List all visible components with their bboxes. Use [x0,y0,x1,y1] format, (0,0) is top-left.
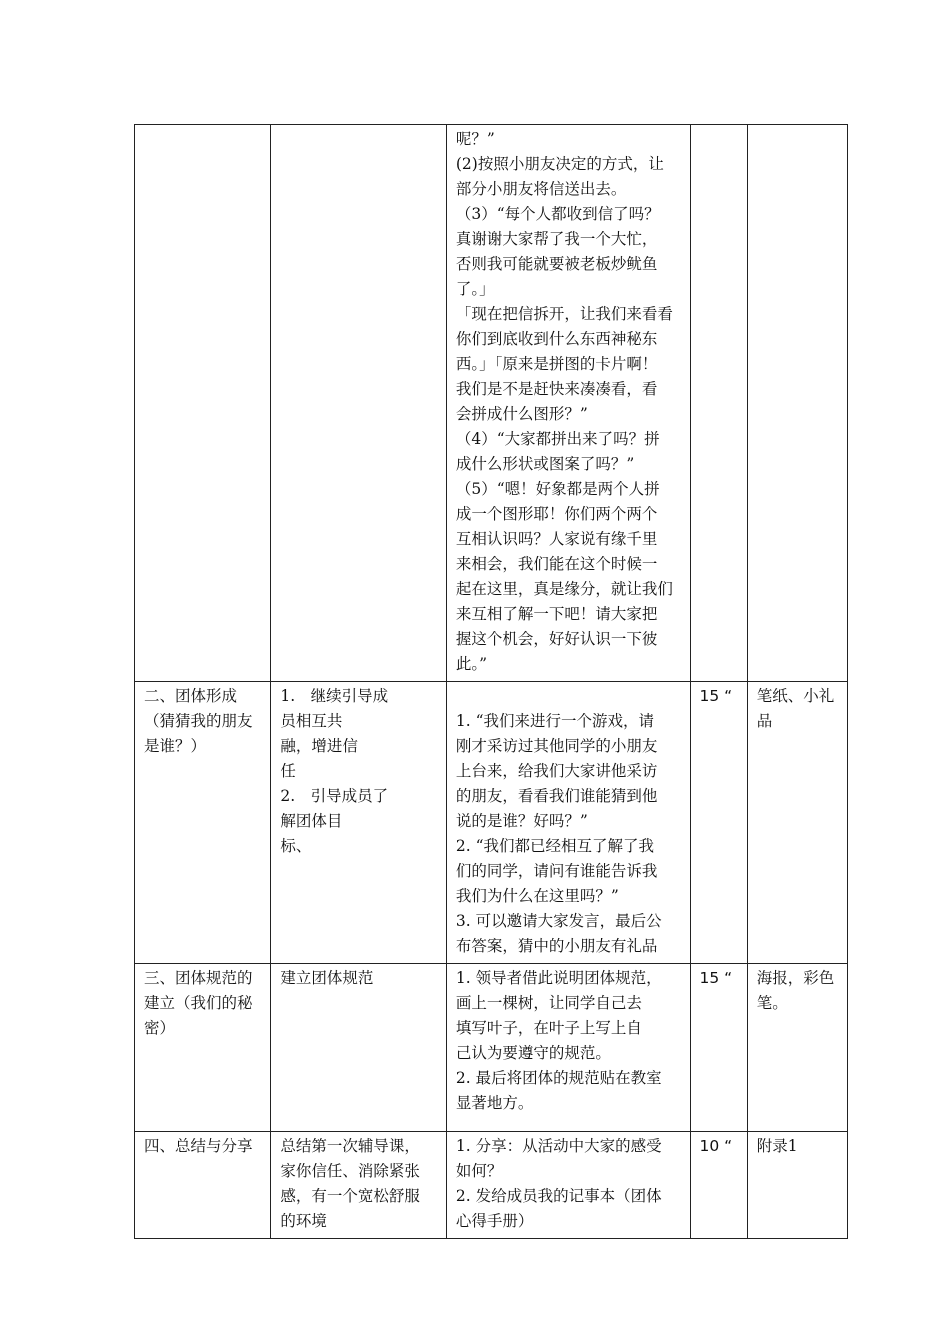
text-line: 2. 发给成员我的记事本（团体 [455,1187,662,1205]
text-line: （猜猜我的朋友 [144,712,253,730]
text-line: 的朋友，看看我们谁能猜到他 [455,787,658,805]
table-row [135,682,848,964]
materials-cell [747,1132,847,1239]
time-cell [690,125,747,682]
text-line: 品 [756,712,773,730]
goal-cell [271,125,446,682]
text-line: 是谁？） [144,737,207,755]
table-body [135,125,848,1239]
text-line: 布答案，猜中的小朋友有礼品 [455,937,658,955]
text-line: 说的是谁？好吗？” [455,812,588,830]
text-line: 笔。 [756,994,788,1012]
content-cell [446,964,690,1132]
table-row [135,1132,848,1239]
text-line: 3. 可以邀请大家发言，最后公 [455,912,662,930]
text-line: 来相会，我们能在这个时候一 [455,555,658,573]
materials-cell [747,964,847,1132]
text-line: 心得手册） [455,1212,534,1230]
text-line: 们的同学，请问有谁能告诉我 [455,862,658,880]
text-line: 刚才采访过其他同学的小朋友 [455,737,658,755]
text-line: 2. 引导成员了 [280,787,389,805]
time-cell: 15 “ [690,964,747,1132]
text-line: 总结第一次辅导课， [280,1137,420,1155]
materials-cell [747,125,847,682]
goal-cell [271,682,446,964]
text-line: 了。」 [455,280,495,298]
text-line: 我们是不是赶快来凑凑看，看 [455,380,658,398]
text-line: 来互相了解一下吧！请大家把 [455,605,658,623]
table-row [135,125,848,682]
text-line: 二、团体形成 [144,687,238,705]
text-line: 家你信任、消除紧张 [280,1162,420,1180]
text-line: (2)按照小朋友决定的方式，让 [455,155,664,173]
phase-cell [135,964,271,1132]
text-line: 附录1 [756,1137,798,1155]
text-line: 四、总结与分享 [144,1137,253,1155]
text-line: 1. 领导者借此说明团体规范， [455,969,662,987]
text-line: 密） [144,1019,176,1037]
text-line: 的环境 [280,1212,327,1230]
text-line: 1. 继续引导成 [280,687,389,705]
phase-cell [135,1132,271,1239]
text-line: 真谢谢大家帮了我一个大忙， [455,230,658,248]
time-cell: 10 “ [690,1132,747,1239]
text-line: 笔纸、小礼 [756,687,835,705]
content-cell [446,1132,690,1239]
text-line: 呢？” [455,130,495,148]
content-cell [446,682,690,964]
text-line: 握这个机会，好好认识一下彼 [455,630,658,648]
text-line: 海报，彩色 [756,969,835,987]
text-line: 员相互共 [280,712,343,730]
text-line: 部分小朋友将信送出去。 [455,180,627,198]
text-line: 起在这里，真是缘分，就让我们 [455,580,673,598]
content-cell [446,125,690,682]
text-line: 互相认识吗？人家说有缘千里 [455,530,658,548]
text-line: 西。」「原来是拼图的卡片啊！ [455,355,658,373]
text-line: （3）“每个人都收到信了吗？ [455,205,660,223]
text-line: 此。” [455,655,488,673]
text-line: 成什么形状或图案了吗？” [455,455,635,473]
materials-cell [747,682,847,964]
time-cell: 15 “ [690,682,747,964]
text-line: 如何？ [455,1162,503,1180]
phase-cell [135,125,271,682]
table-row [135,964,848,1132]
text-line: 己认为要遵守的规范。 [455,1044,611,1062]
text-line: 你们到底收到什么东西神秘东 [455,330,658,348]
text-line: 显著地方。 [455,1094,534,1112]
text-line: （4）“大家都拼出来了吗？拼 [455,430,660,448]
text-line: 2. “我们都已经相互了解了我 [455,837,654,855]
text-line: 感，有一个宽松舒服 [280,1187,420,1205]
text-line: 成一个图形耶！你们两个两个 [455,505,658,523]
text-line: 建立团体规范 [280,969,374,987]
text-line: 画上一棵树，让同学自己去 [455,994,642,1012]
text-line: 1. 分享：从活动中大家的感受 [455,1137,662,1155]
text-line: （5）“嗯！好象都是两个人拼 [455,480,660,498]
text-line: 1. “我们来进行一个游戏，请 [455,712,654,730]
text-line: 任 [280,762,296,780]
goal-cell [271,1132,446,1239]
goal-cell [271,964,446,1132]
text-line: 会拼成什么图形？” [455,405,588,423]
text-line: 我们为什么在这里吗？” [455,887,619,905]
text-line: 上台来，给我们大家讲他采访 [455,762,658,780]
text-line: 解团体目 [280,812,343,830]
activity-plan-table [134,124,848,1239]
text-line: 融，增进信 [280,737,358,755]
text-line: 否则我可能就要被老板炒鱿鱼 [455,255,658,273]
text-line [456,684,683,709]
text-line: 2. 最后将团体的规范贴在教室 [455,1069,662,1087]
phase-cell [135,682,271,964]
text-line: 三、团体规范的 [144,969,253,987]
text-line: 建立（我们的秘 [144,994,253,1012]
text-line: 「现在把信拆开，让我们来看看 [455,305,673,323]
text-line: 填写叶子，在叶子上写上自 [455,1019,642,1037]
text-line: 标、 [280,837,312,855]
